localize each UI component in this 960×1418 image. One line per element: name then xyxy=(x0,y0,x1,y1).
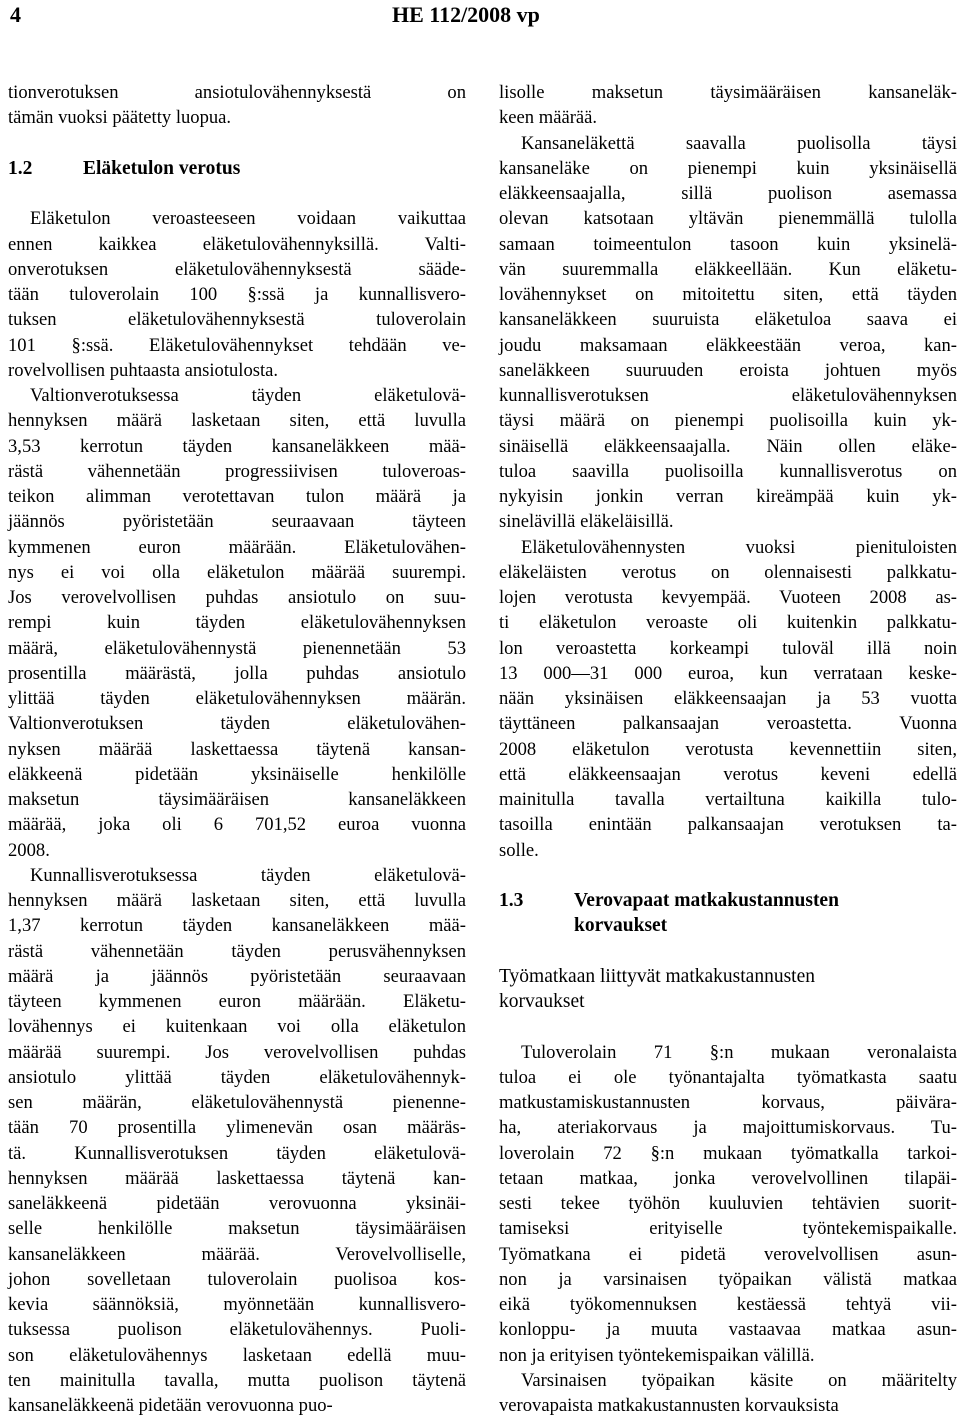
text-line: Tuloverolain 71 §:n mukaan veronalaista xyxy=(521,1041,957,1063)
text-line: saneläkkeenä pidetään verovuonna yksinäi- xyxy=(8,1193,466,1214)
text-line: tä. Kunnallisverotuksen täyden eläketulovä- xyxy=(8,1142,466,1164)
text-line: kymmenen euron määrään. Eläketulovähen- xyxy=(8,536,466,558)
section-number: 1.3 xyxy=(499,890,524,911)
text-line: sen määrän, eläketulovähennystä pienenne- xyxy=(8,1092,466,1113)
right-text-column xyxy=(499,80,957,1418)
text-line: tuksessa puolison eläketulovähennys. Puoli- xyxy=(8,1319,466,1341)
text-line: Kunnallisverotuksessa täyden eläketulovä- xyxy=(30,864,466,886)
text-line: joudu maksamaan eläkkeestään veroa, kan- xyxy=(499,334,957,356)
text-line: lon veroastetta korkeampi tuloväl illä noin xyxy=(499,637,957,659)
subsection-heading: korvaukset xyxy=(499,991,585,1012)
text-line: täyteen kymmenen euron määrään. Eläketu- xyxy=(8,991,466,1012)
text-line: eläkeläisten verotus on olennaisesti palkkatu- xyxy=(499,561,957,583)
text-line: hennyksen määrä lasketaan siten, että luvulla xyxy=(8,410,466,432)
text-line: Työmatkana ei pidetä verovelvollisen asun- xyxy=(499,1243,957,1265)
text-line: 3,53 kerrotun täyden kansaneläkkeen mää- xyxy=(8,435,466,457)
text-line: johon sovelletaan tuloverolain puolisoa kos- xyxy=(8,1268,466,1290)
text-line: tään tuloverolain 100 §:ssä ja kunnallisvero- xyxy=(8,284,466,305)
blank-line xyxy=(8,131,466,156)
text-line: rästä vähennetään täyden perusvähennyksen xyxy=(8,940,466,962)
section-title: Verovapaat matkakustannusten xyxy=(574,890,839,911)
text-line: nys ei voi olla eläketulon määrää suurempi. xyxy=(8,561,466,583)
page-number: 4 xyxy=(10,2,21,27)
text-line: keen määrää. xyxy=(499,107,598,129)
text-line: olevan katsotaan yltävän pienemmällä tulolla xyxy=(499,208,957,230)
text-line: sinelävillä eläkeläisillä. xyxy=(499,511,674,533)
text-line: jäännös pyöristetään seuraavaan täyteen xyxy=(8,511,466,533)
text-line: tasoilla enintään palkansaajan verotuksen ta- xyxy=(499,814,957,836)
text-line: tämän vuoksi päätetty luopua. xyxy=(8,107,232,129)
text-line: lojen verotusta kevyempää. Vuoteen 2008 as- xyxy=(499,587,957,608)
text-line: eläkkeensaajalla, sillä puolison asemassa xyxy=(499,183,957,204)
text-line: ennen kaikkea eläketulovähennyksillä. Valti- xyxy=(8,233,466,255)
text-line: 1,37 kerrotun täyden kansaneläkkeen mää- xyxy=(8,915,466,937)
text-line: prosentilla määrästä, jolla puhdas ansiotulo xyxy=(8,662,466,684)
text-line: eikä työkomennuksen kestäessä tehtyä vii- xyxy=(499,1294,957,1315)
text-line: täysi määrä on pienempi puolisoilla kuin yk- xyxy=(499,410,957,432)
text-line: selle henkilölle maksetun täysimääräisen xyxy=(8,1218,466,1240)
document-id: HE 112/2008 vp xyxy=(392,2,540,27)
text-line: Valtionverotuksen täyden eläketulovähen- xyxy=(8,713,466,735)
text-line: määrä ja jäännös pyöristetään seuraavaan xyxy=(8,965,466,987)
text-line: määrä, eläketulovähennystä pienennetään 53 xyxy=(8,637,466,659)
text-line: ha, ateriakorvaus ja majoittumiskorvaus. Tu- xyxy=(499,1117,957,1139)
text-line: solle. xyxy=(499,839,539,861)
text-line: sesti tekee työhön kuuluvien tehtävien suorit- xyxy=(499,1193,957,1214)
text-line: Kansaneläkettä saavalla puolisolla täysi xyxy=(521,132,957,154)
text-line: ten mainitulla tavalla, mutta puolison täytenä xyxy=(8,1369,466,1391)
text-line: tuloa ei ole työnantajalta työmatkasta saatu xyxy=(499,1066,957,1088)
text-line: määrää suurempi. Jos verovelvollisen puhdas xyxy=(8,1041,466,1063)
text-line: kansaneläke on pienempi kuin yksinäisellä xyxy=(499,157,957,179)
text-line: matkustamiskustannusten korvaus, päivära- xyxy=(499,1092,957,1113)
text-line: tuksen eläketulovähennyksestä tuloverolain xyxy=(8,309,466,331)
subsection-heading: Työmatkaan liittyvät matkakustannusten xyxy=(499,965,815,987)
text-line: määrää, joka oli 6 701,52 euroa vuonna xyxy=(8,814,466,836)
text-line: ylittää täyden eläketulovähennyksen määrän. xyxy=(8,688,466,709)
text-line: rovelvollisen puhtaasta ansiotulosta. xyxy=(8,359,279,381)
text-line: mainitulla tavalla vertailtuna kaikilla tulo- xyxy=(499,789,957,810)
text-line: kansaneläkkeen suuruista eläketuloa saava ei xyxy=(499,309,957,331)
text-line: Eläketulon veroasteeseen voidaan vaikuttaa xyxy=(30,208,466,230)
text-line: nään yksinäisen eläkkeensaajan ja 53 vuotta xyxy=(499,688,957,709)
text-line: tamiseksi erityiselle työntekemispaikalle. xyxy=(499,1218,957,1240)
text-line: Jos verovelvollisen puhdas ansiotulo on suu- xyxy=(8,587,466,608)
section-heading xyxy=(8,156,466,181)
text-line: rästä vähennetään progressiivisen tuloveroas- xyxy=(8,460,466,482)
text-line: 2008 eläketulon verotusta kevennettiin siten, xyxy=(499,738,957,760)
section-title: korvaukset xyxy=(574,915,668,937)
text-line: ansiotulo ylittää täyden eläketulovähennyk- xyxy=(8,1066,466,1088)
text-line: tuloa saavilla puolisoilla kunnallisverotus on xyxy=(499,460,957,482)
text-line: Eläketulovähennysten vuoksi pienituloisten xyxy=(521,536,957,558)
text-line: rempi kuin täyden eläketulovähennyksen xyxy=(8,612,466,634)
text-line: onverotuksen eläketulovähennyksestä sääde- xyxy=(8,258,466,280)
blank-line xyxy=(499,863,957,888)
text-line: konloppu- ja muuta vastaavaa matkaa asun- xyxy=(499,1319,957,1341)
text-line: nyksen määrää laskettaessa täytenä kansan- xyxy=(8,738,466,760)
text-line: son eläketulovähennys lasketaan edellä muu- xyxy=(8,1344,466,1366)
left-text-column xyxy=(8,80,466,1418)
section-heading xyxy=(499,888,957,913)
text-line: ti eläketulon veroaste oli kuitenkin palkkatu- xyxy=(499,612,957,634)
text-line: eläkkeenä pidetään yksinäiselle henkilölle xyxy=(8,763,466,785)
text-line: 101 §:ssä. Eläketulovähennykset tehdään ve- xyxy=(8,334,466,356)
text-line: nykyisin jonkin verran kireämpää kuin yk- xyxy=(499,486,957,507)
text-line: kansaneläkkeen määrää. Verovelvolliselle, xyxy=(8,1243,466,1265)
page-header xyxy=(0,0,960,40)
text-line: lisolle maksetun täysimääräisen kansaneläk- xyxy=(499,82,957,103)
section-title: Eläketulon verotus xyxy=(83,157,241,179)
text-line: tään 70 prosentilla ylimenevän osan määräs- xyxy=(8,1117,466,1139)
blank-line xyxy=(499,939,957,964)
text-line: maksetun täysimääräisen kansaneläkkeen xyxy=(8,789,466,810)
text-line: sinäisellä eläkkeensaajalla. Näin ollen eläke- xyxy=(499,435,957,457)
text-line: samaan toimeentulon tasoon kuin yksinelä- xyxy=(499,233,957,255)
text-line: kunnallisverotuksen eläketulovähennyksen xyxy=(499,385,957,406)
text-line: lovähennys ei kuitenkaan voi olla eläketulon xyxy=(8,1016,466,1038)
text-line: Varsinaisen työpaikan käsite on määritelty xyxy=(521,1369,957,1391)
section-heading xyxy=(499,913,957,938)
section-number: 1.2 xyxy=(8,157,33,179)
text-line: teikon alimman verotettavan tulon määrä ja xyxy=(8,486,466,507)
text-line: hennyksen määrää laskettaessa täytenä kan- xyxy=(8,1167,466,1189)
text-line: lovähennykset on mitoitettu siten, että täyden xyxy=(499,284,957,305)
text-line: hennyksen määrä lasketaan siten, että luvulla xyxy=(8,890,466,911)
text-line: non ja erityisen työntekemispaikan välillä. xyxy=(499,1344,815,1366)
text-line: Valtionverotuksessa täyden eläketulovä- xyxy=(30,385,466,406)
text-line: verovapaista matkakustannusten korvauksista xyxy=(499,1395,839,1416)
blank-line xyxy=(499,1014,957,1039)
text-line: täyttäneen palkansaajan veroastetta. Vuonna xyxy=(499,713,957,735)
text-line: 2008. xyxy=(8,839,50,861)
text-line: että eläkkeensaajan verotus keveni edellä xyxy=(499,763,957,785)
text-line: loverolain 72 §:n mukaan työmatkalla tarkoi- xyxy=(499,1142,957,1164)
blank-line xyxy=(8,181,466,206)
text-line: saneläkkeen suuruuden eroista johtuen myös xyxy=(499,359,957,381)
text-line: kansaneläkkeenä pidetään verovuonna puo- xyxy=(8,1395,333,1416)
text-line: tetaan matkaa, jonka verovelvollinen tilapäi- xyxy=(499,1167,957,1189)
text-line: vän suuremmalla eläkkeellään. Kun eläketu- xyxy=(499,258,957,280)
text-line: 13 000—31 000 euroa, kun verrataan keske- xyxy=(499,662,957,684)
text-line: tionverotuksen ansiotulovähennyksestä on xyxy=(8,82,466,103)
text-line: kevia säännöksiä, myönnetään kunnallisvero- xyxy=(8,1294,466,1315)
text-line: non ja varsinaisen työpaikan välistä matkaa xyxy=(499,1268,957,1290)
